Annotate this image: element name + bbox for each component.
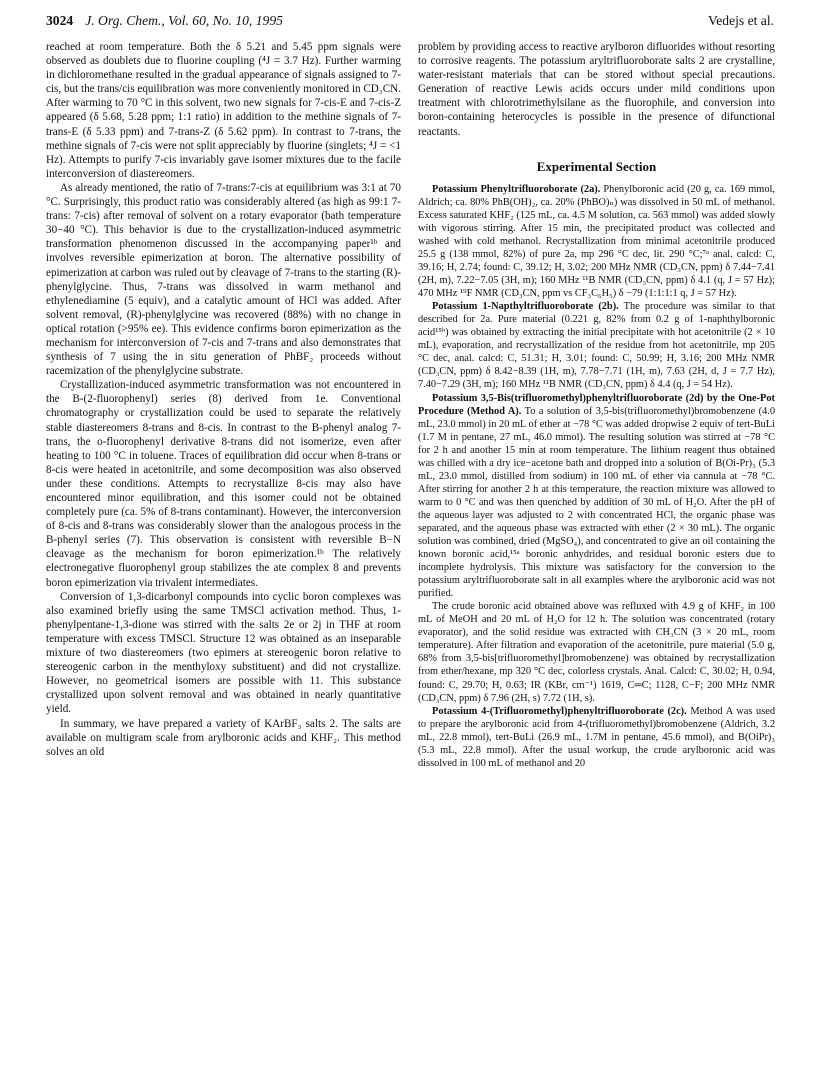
entry-title: Potassium Phenyltrifluoroborate (2a). <box>432 183 601 195</box>
running-authors: Vedejs et al. <box>707 13 774 28</box>
paragraph: Conversion of 1,3-dicarbonyl compounds into cyclic boron complexes was also examined briefly using the same TMSCl activation method. Thus, 1-phenylpentane-1,3-dione was stirred with the salts 2e or 2j in THF at room temperature with excess TMSCl. Structure 12 was obtained as an inseparable mixture of two diastereomers (two epimers at stereogenic boron relative to stereogenic carbon in the menthyloxy substituent) and did not crystallize. However, no geometrical isomers are possible with 11. This substance crystallized upon solvent removal and was obtained in nearly quantitative yield. <box>46 590 401 716</box>
entry-text: To a solution of 3,5-bis(trifluoromethyl)bromobenzene (4.0 mL, 23.0 mmol) in 20 mL of ether at −78 °C was added dropwise 2 equiv of tert-BuLi (1.7 M in pentane, 27 mL, 46.0 mmol). The resulting solution was stirred at −78 °C for 2 h and another 15 min at room temperature. The lithium reagent thus obtained was chilled with a dry ice−acetone bath and dropped into a solution of B(Oi-Pr)₃ (5.3 mL, 23.0 mmol, distilled from sodium) in 100 mL of ether via cannula at −78 °C. After stirring for another 2 h at this temperature, the reaction mixture was allowed to warm to 0 °C and was then quenched by addition of 30 mL of H₂O. After the pH of the aqueous layer was adjusted to 2 with concentrated HCl, the organic phase was separated, and the aqueous phase was extracted with ether (2 × 30 mL). The organic solution was combined, dried (MgSO₄), and concentrated to give an oil containing the known boronic acid,¹⁵ᵃ boronic anhydrides, and residual boronic esters due to incomplete hydrolysis. This mixture was satisfactory for the conversion to the potassium aryltrifluoroborate salt in all examples where the arylboronic acid was not purified. <box>418 405 775 600</box>
experimental-entry <box>418 600 775 704</box>
entry-text: Method A was used to prepare the arylboronic acid from 4-(trifluoromethyl)bromobenzene (Aldrich, 3.2 mL, 22.8 mmol), tert-BuLi (26.9 mL, 1.7M in pentane, 45.6 mmol), and B(OiPr)₃ (5.3 mL, 22.8 mmol). After the usual workup, the crude arylboronic acid was dissolved in 100 mL of methanol and 20 <box>418 705 775 769</box>
experimental-entry <box>418 705 775 770</box>
page-header <box>46 13 774 35</box>
entry-text: Phenylboronic acid (20 g, ca. 169 mmol, Aldrich; ca. 80% PhB(OH)₂, ca. 20% (PhBO)ₙ) was dissolved in 50 mL of methanol. Excess saturated KHF₂ (125 mL, ca. 4.5 M solution, ca. 563 mmol) was added slowly with vigorous stirring. After 15 min, the precipitated product was collected and washed with cold methanol. Recrystallization from minimal acetonitrile produced 25.5 g (138 mmol, 82%) of pure 2a, mp 296 °C dec, lit. 290 °C;⁷ᵃ anal. calcd: C, 39.16; H, 2.74; found: C, 39.12; H, 3.02; 200 MHz NMR (CD₃CN, ppm) δ 7.44−7.41 (2H, m), 7.22−7.05 (3H, m); 160 MHz ¹¹B NMR (CD₃CN, ppm) δ 4.1 (q, J = 57 Hz); 470 MHz ¹⁹F NMR (CD₃CN, ppm vs CF₃C₆H₅) δ −79 (1:1:1:1 q, J = 57 Hz). <box>418 183 775 300</box>
paragraph: As already mentioned, the ratio of 7-trans:7-cis at equilibrium was 3:1 at 70 °C. Surprisingly, this product ratio was considerably altered (as high as 99:1 7-trans: 7-cis) after removal of solvent on a rotary evaporator (bath temperature 30−40 °C). This behavior is due to the crystallization-induced asymmetric transformation phenomenon discussed in the accompanying paper¹ᵇ and involves reversible epimerization at boron. The alternative possibility of epimerization at carbon was ruled out by cleavage of 7-trans to the starting (R)-phenylglycine. Thus, 7-trans was dissolved in warm methanol and ethylenediamine (5 equiv), and a catalytic amount of HCl was added. After solvent removal, (R)-phenylglycine was recovered (88%) with no change in optical rotation (>95% ee). This evidence confirms boron epimerization as the mechanism for interconversion of 7-cis and 7-trans and also demonstrates that synthesis of 7 using the in situ generation of PhBF₂ proceeds without racemization of the phenylglycine substrate. <box>46 181 401 378</box>
experimental-entry <box>418 300 775 391</box>
right-column <box>418 40 775 770</box>
entry-text: The procedure was similar to that described for 2a. Pure material (0.221 g, 82% from 0.2 g of 1-naphthylboronic acid¹⁵ᵇ) was obtained by extracting the initial precipitate with hot acetonitrile (2 × 10 mL), evaporation, and recrystallization of the residue from hot acetonitrile, mp 205 °C dec, anal. calcd: C, 51.31; H, 3.01; found: C, 50.99; H, 3.16; 200 MHz NMR (CD₃CN, ppm) δ 8.42−8.39 (1H, m), 7.78−7.71 (1H, m), 7.63 (2H, d, J = 7.7 Hz), 7.40−7.29 (3H, m); 160 MHz ¹¹B NMR (CD₃CN, ppm) δ 4.4 (q, J = 54 Hz). <box>418 301 775 391</box>
paragraph: problem by providing access to reactive arylboron difluorides without resorting to corrosive reagents. The potassium aryltrifluoroborate salts 2 are crystalline, water-resistant materials that can be stored without special precautions. Generation of reactive Lewis acids occurs under mild conditions upon treatment with chlorotrimethylsilane as the fluorophile, and conversion into boron-containing heterocycles is possible in the presence of difunctional reactants. <box>418 41 775 138</box>
left-column <box>46 40 401 759</box>
section-title: Experimental Section <box>536 158 657 174</box>
journal-citation: J. Org. Chem., Vol. 60, No. 10, 1995 <box>85 13 283 28</box>
entry-title: Potassium 3,5-Bis(trifluoromethyl)phenyltrifluoroborate (2d) by the One-Pot Procedure (Method A). <box>418 392 775 417</box>
paragraph: In summary, we have prepared a variety of KArBF₃ salts 2. The salts are available on multigram scale from arylboronic acids and KHF₂. This method solves an old <box>46 717 401 758</box>
page-number: 3024 <box>46 13 74 28</box>
entry-title: Potassium 4-(Trifluoromethyl)phenyltrifluoroborate (2c). <box>432 705 687 717</box>
experimental-entry <box>418 183 775 300</box>
experimental-entry <box>418 392 775 601</box>
paragraph: Crystallization-induced asymmetric transformation was not encountered in the B-(2-fluorophenyl) series (8) derived from 1e. Conventional chromatography or crystallization could be used to separate the relatively stable diastereomers 8-trans and 8-cis. In contrast to the B-phenyl analog 7-trans, the o-fluorophenyl derivative 8-trans did not isomerize, even after heating to 100 °C in toluene. Traces of equilibration did occur when 8-trans or 8-cis were heated in acetonitrile, and some decomposition was also observed under these conditions. Attempts to recrystallize 8-cis may also have encountered minor equilibration, and this isomer could not be obtained completely pure (ca. 5% of 8-trans contaminant). However, the interconversion of 8-cis and 8-trans was considerably slower than the analogous process in the B-phenyl series (7). This observation is consistent with reversible B−N cleavage as the mechanism for boron epimerization.¹ᵇ The relatively electronegative fluorophenyl group stabilizes the ate complex 8 and prevents boron epimerization via trivalent intermediates. <box>46 379 401 589</box>
entry-title: Potassium 1-Napthyltrifluoroborate (2b). <box>432 301 619 313</box>
entry-text: The crude boronic acid obtained above was refluxed with 4.9 g of KHF₂ in 100 mL of MeOH and 20 mL of H₂O for 12 h. The solution was concentrated (rotary evaporator), and the solid residue was extracted with CH₃CN (3 × 20 mL, room temperature). After filtration and evaporation of the acetonitrile, pure material (5.0 g, 68% from 3,5-bis[trifluoromethyl]bromobenzene) was obtained by recrystallization from ether/hexane, mp 320 °C dec, colorless crystals. Anal. Calcd: C, 30.02; H, 0.94, found: C, 29.70; H, 0.63; IR (KBr, cm⁻¹) 1619, C═C; 1128, C−F; 200 MHz NMR (CD₃CN, ppm) δ 7.96 (2H, s) 7.72 (1H, s). <box>418 601 775 704</box>
paragraph: reached at room temperature. Both the δ 5.21 and 5.45 ppm signals were observed as doublets due to fluorine coupling (⁴J = 3.7 Hz). Further warming in dichloromethane resulted in the gradual appearance of signals assigned to 7-cis, but the trans/cis equilibration was more conveniently monitored in CD₃CN. After warming to 70 °C in this solvent, two new signals for 7-cis-E and 7-cis-Z appeared (δ 5.68, 5.28 ppm; 1:1 ratio) in addition to the methine signals of 7-trans-E (δ 5.33 ppm) and 7-trans-Z (δ 5.62 ppm). In contrast to 7-trans, the methine signals of 7-cis were not split appreciably by fluorine (singlets; ⁴J = <1 Hz). Attempts to purify 7-cis invariably gave isomer mixtures due to the facile interconversion of diastereomers. <box>46 41 401 180</box>
